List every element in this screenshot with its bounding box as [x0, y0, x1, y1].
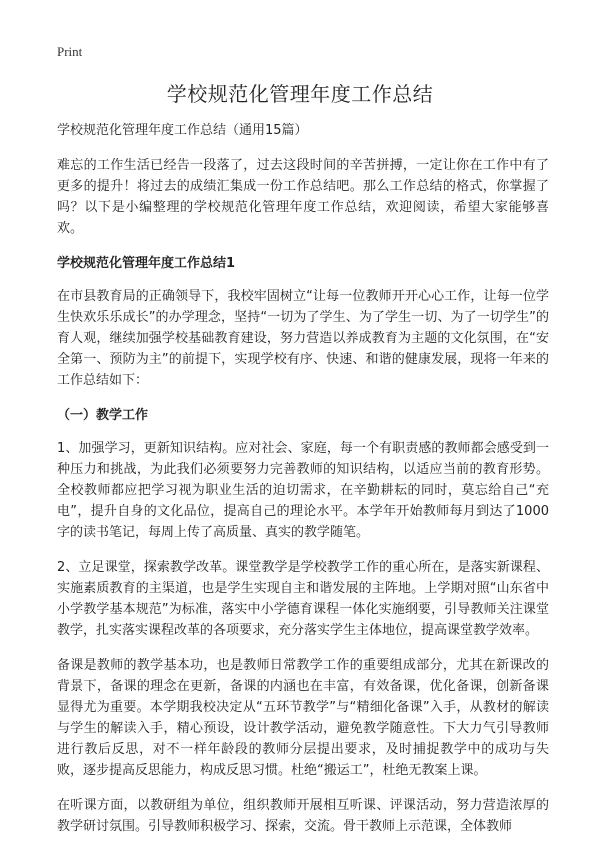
document-subtitle: 学校规范化管理年度工作总结（通用15篇） [57, 123, 308, 138]
subsection-title: （一）教学工作 [57, 408, 149, 423]
body-paragraph: 备课是教师的教学基本功，也是教师日常教学工作的重要组成部分，尤其在新课改的背景下，备课的理念在更新，备课的内涵也在丰富，有效备课，优化备课，创新备课显得尤为重要。本学期我校决定从“五环节教学”与“精细化备课”入手，从教材的解读与学生的解读入手，精心预设，设计教学活动，避免教学随意性。下大力气引导教师进行教后反思，对不一样年龄段的教师分层提出要求，及时捕捉教学中的成功与失败，逐步提高反思能力，构成反思习惯。杜绝“搬运工”，杜绝无教案上课。 [57, 658, 549, 778]
page-title: 学校规范化管理年度工作总结 [166, 82, 434, 106]
section-intro-paragraph: 在市县教育局的正确领导下，我校牢固树立“让每一位教师开开心心工作，让每一位学生快欢乐乐成长”的办学理念，坚持“一切为了学生、为了学生一切、为了一切学生”的育人观，继续加强学校基础教育建设，努力营造以养成教育为主题的文化氛围，在“安全第一、预防为主”的前提下，实现学校有序、快速、和谐的健康发展，现将一年来的工作总结如下： [57, 289, 549, 388]
section-title: 学校规范化管理年度工作总结1 [57, 256, 236, 271]
print-link[interactable]: Print [57, 44, 83, 59]
body-paragraph: 1、加强学习，更新知识结构。应对社会、家庭，每一个有职责感的教师都会感受到一种压力和挑战，为此我们必须要努力完善教师的知识结构，以适应当前的教育形势。全校教师都应把学习视为职业生活的迫切需求，在辛勤耕耘的同时，莫忘给自己“充电”，提升自身的文化品位，提高自己的理论水平。本学年开始教师每月到达了1000字的读书笔记，每周上传了高质量、真实的教学随笔。 [57, 441, 549, 540]
document-body [57, 120, 549, 851]
body-paragraph: 2、立足课堂，探索教学改革。课堂教学是学校教学工作的重心所在，是落实新课程、实施素质教育的主渠道，也是学生实现自主和谐发展的主阵地。上学期对照“山东省中小学教学基本规范”为标准，落实中小学德育课程一体化实施纲要，引导教师关注课堂教学，扎实落实课程改革的各项要求，充分落实学生主体地位，提高课堂教学效率。 [57, 560, 549, 638]
intro-paragraph: 难忘的工作生活已经告一段落了，过去这段时间的辛苦拼搏，一定让你在工作中有了更多的提升！将过去的成绩汇集成一份工作总结吧。那么工作总结的格式，你掌握了吗？以下是小编整理的学校规范化管理年度工作总结，欢迎阅读，希望大家能够喜欢。 [57, 158, 549, 236]
body-paragraph: 在听课方面，以教研组为单位，组织教师开展相互听课、评课活动，努力营造浓厚的教学研讨氛围。引导教师积极学习、探索，交流。骨干教师上示范课，全体教师 [57, 798, 549, 834]
